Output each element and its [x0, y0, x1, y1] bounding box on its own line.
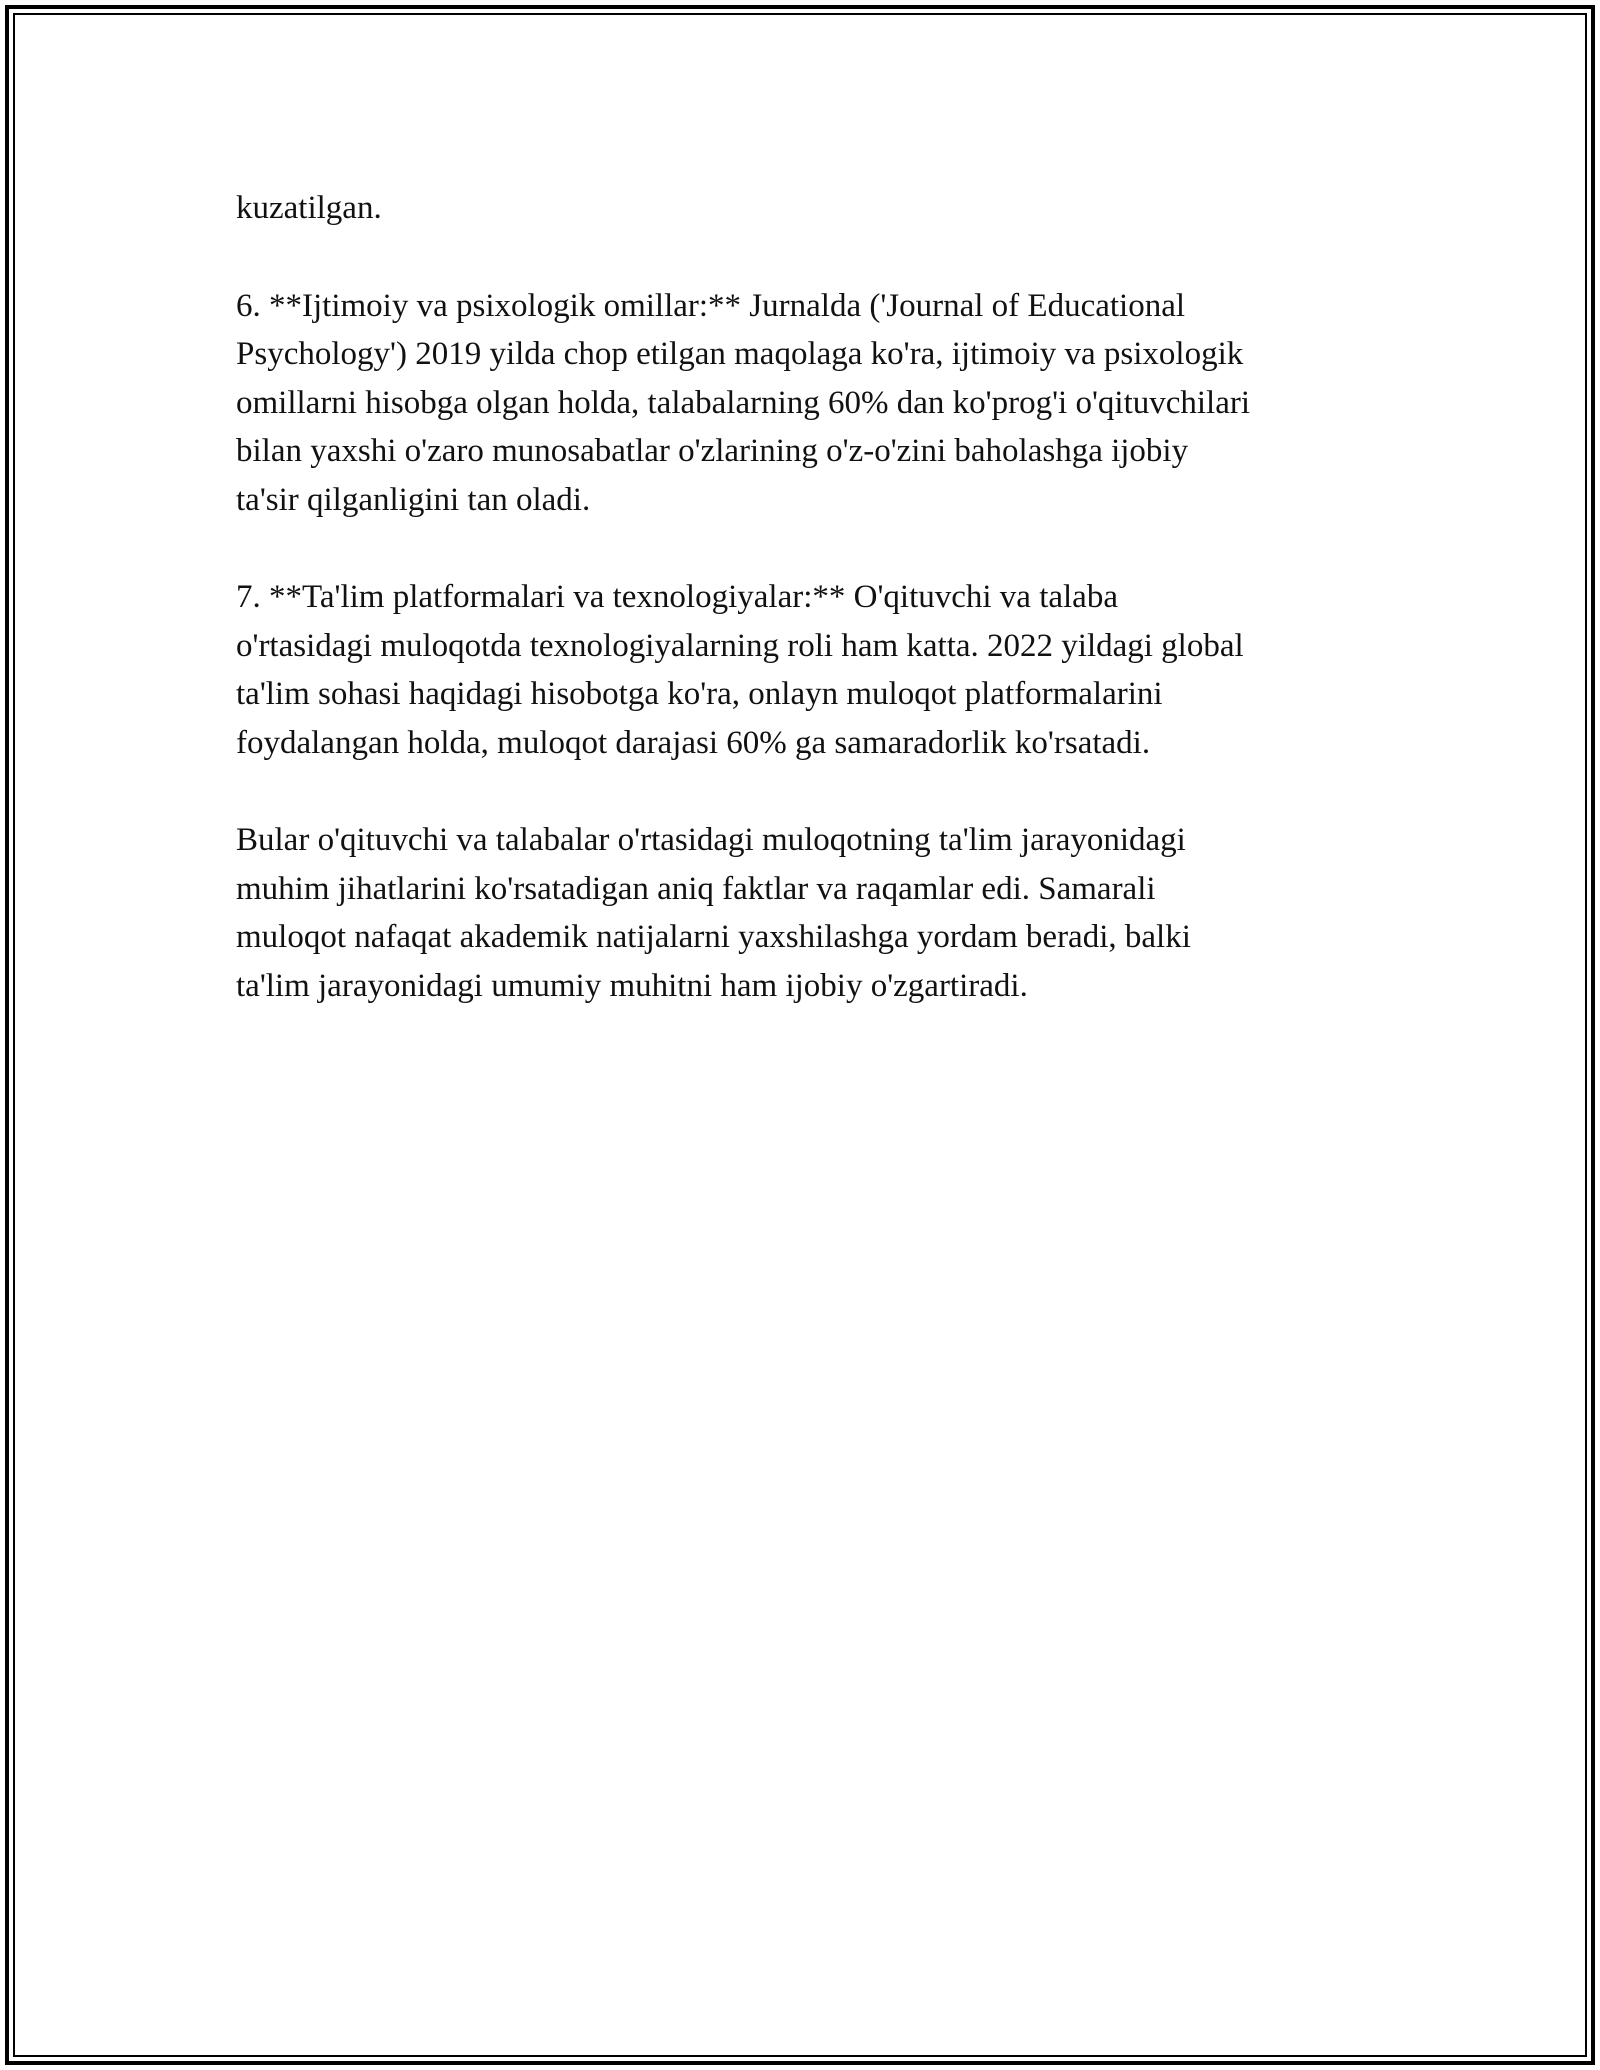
paragraph-continuation: kuzatilgan. — [236, 190, 382, 226]
paragraph-item-7: 7. **Ta'lim platformalari va texnologiyalar:** O'qituvchi va talaba o'rtasidagi muloqotda texnologiyalarning roli ham katta. 2022 yildagi global ta'lim sohasi haqidagi hisobotga ko'ra, onlayn muloqot platformalarini foydalangan holda, muloqot darajasi 60% ga samaradorlik ko'rsatadi. — [236, 579, 1244, 761]
paragraph-conclusion: Bular o'qituvchi va talabalar o'rtasidagi muloqotning ta'lim jarayonidagi muhim jihatlarini ko'rsatadigan aniq faktlar va raqamlar edi. Samarali muloqot nafaqat akademik natijalarni yaxshilashga yordam beradi, balki ta'lim jarayonidagi umumiy muhitni ham ijobiy o'zgartiradi. — [236, 822, 1191, 1004]
document-body — [236, 184, 1386, 1010]
paragraph-item-6: 6. **Ijtimoiy va psixologik omillar:** Jurnalda ('Journal of Educational Psychology') 2019 yilda chop etilgan maqolaga ko'ra, ijtimoiy va psixologik omillarni hisobga olgan holda, talabalarning 60% dan ko'prog'i o'qituvchilari bilan yaxshi o'zaro munosabatlar o'zlarining o'z-o'zini baholashga ijobiy ta'sir qilganligini tan oladi. — [236, 287, 1251, 518]
